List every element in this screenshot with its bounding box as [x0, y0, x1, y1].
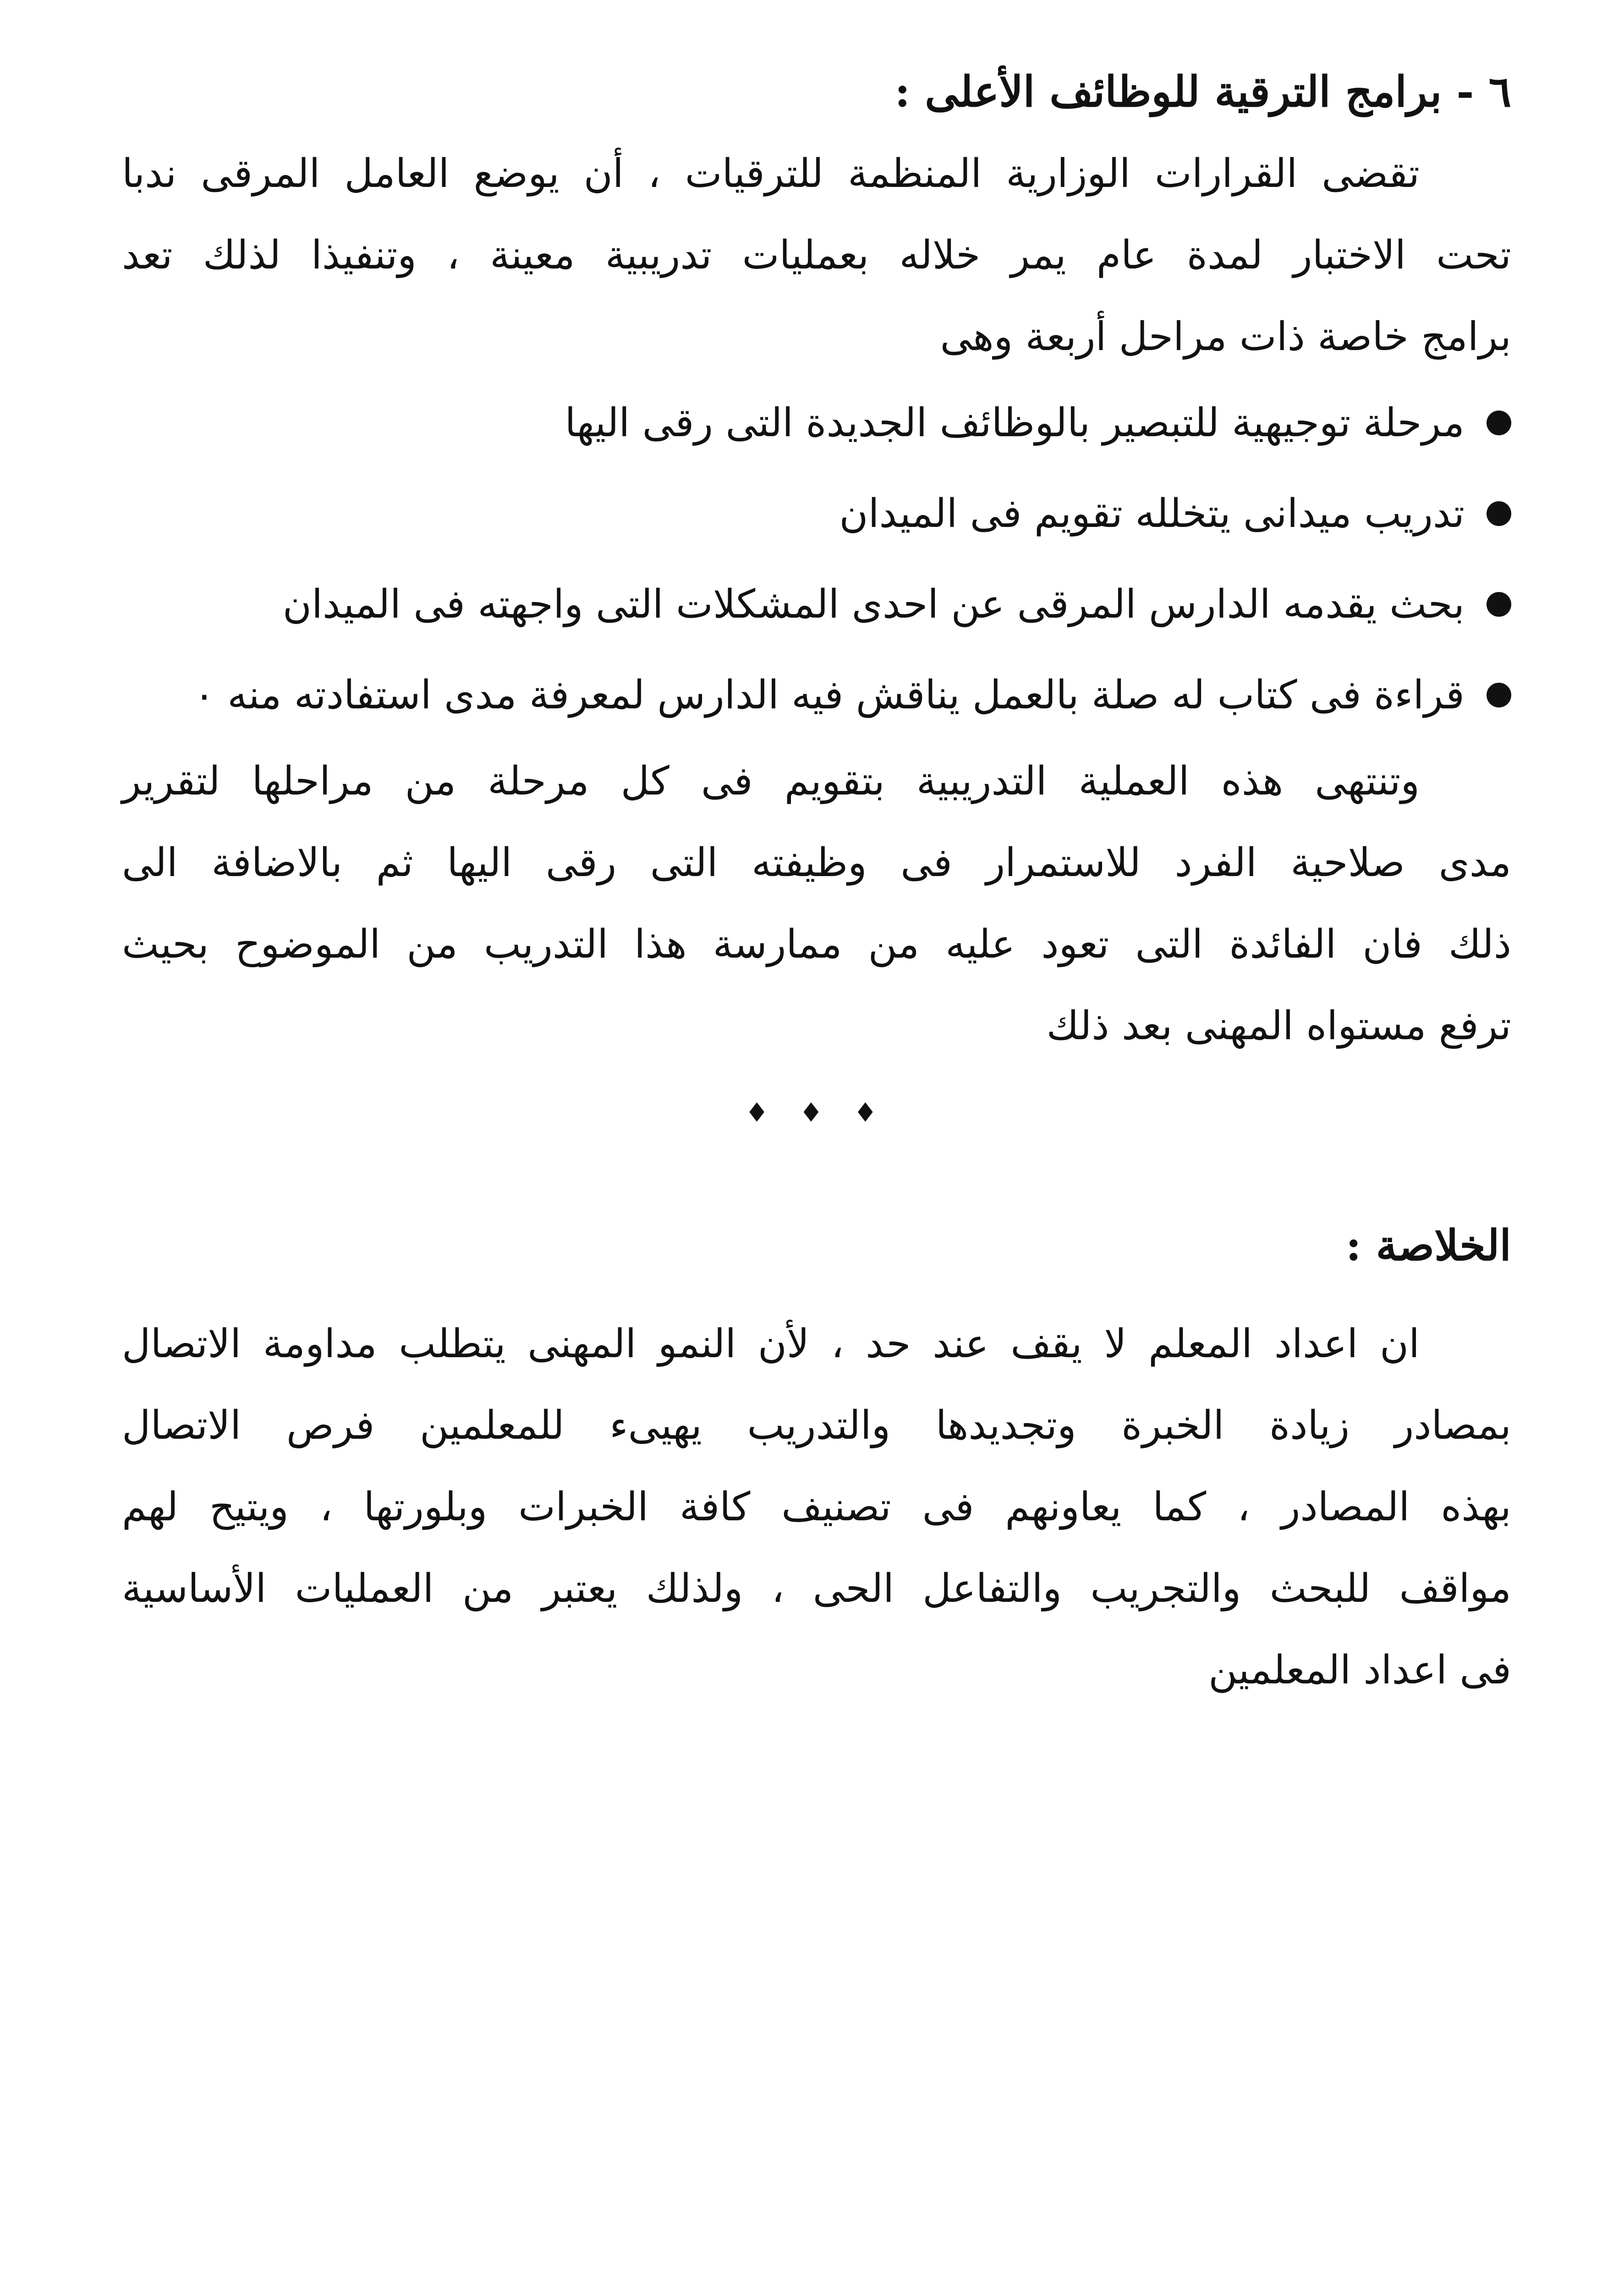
paragraph-line: وتنتهى هذه العملية التدريبية بتقويم فى كل مرحلة من مراحلها لتقرير — [122, 758, 1420, 804]
paragraph-line: تقضى القرارات الوزارية المنظمة للترقيات ، أن يوضع العامل المرقى ندبا — [122, 151, 1420, 197]
paragraph-line: مدى صلاحية الفرد للاستمرار فى وظيفته التى رقى اليها ثم بالاضافة الى — [122, 840, 1511, 886]
section-heading: ٦ - برامج الترقية للوظائف الأعلى : — [894, 67, 1511, 116]
intro-paragraph — [122, 133, 1511, 378]
bullet-dot-icon — [1487, 411, 1511, 435]
summary-heading: الخلاصة : — [1345, 1221, 1511, 1270]
bullet-item — [122, 378, 1511, 468]
paragraph-line: تحت الاختبار لمدة عام يمر خلاله بعمليات تدريبية معينة ، وتنفيذا لذلك تعد — [122, 232, 1511, 278]
bullet-dot-icon — [1487, 501, 1511, 526]
bullet-dot-icon — [1487, 592, 1511, 617]
paragraph-line: بهذه المصادر ، كما يعاونهم فى تصنيف كافة الخبرات وبلورتها ، ويتيح لهم — [122, 1484, 1511, 1530]
stages-bullet-list — [122, 378, 1511, 740]
paragraph-line: ذلك فان الفائدة التى تعود عليه من ممارسة هذا التدريب من الموضوح بحيث — [122, 921, 1511, 967]
paragraph-line: برامج خاصة ذات مراحل أربعة وهى — [940, 314, 1511, 360]
bullet-item — [122, 468, 1511, 559]
bullet-text: بحث يقدمه الدارس المرقى عن احدى المشكلات التى واجهته فى الميدان — [282, 581, 1465, 627]
bullet-item — [122, 559, 1511, 650]
evaluation-paragraph — [122, 740, 1511, 1067]
paragraph-line: بمصادر زيادة الخبرة وتجديدها والتدريب يهيىء للمعلمين فرص الاتصال — [122, 1403, 1511, 1448]
section-separator: ♦ ♦ ♦ — [745, 1097, 889, 1128]
paragraph-line: ترفع مستواه المهنى بعد ذلك — [1046, 1003, 1511, 1049]
bullet-item — [122, 650, 1511, 740]
summary-paragraph — [122, 1303, 1511, 1711]
bullet-text: مرحلة توجيهية للتبصير بالوظائف الجديدة التى رقى اليها — [565, 400, 1465, 446]
bullet-text: قراءة فى كتاب له صلة بالعمل يناقش فيه الدارس لمعرفة مدى استفادته منه ٠ — [193, 672, 1465, 718]
page-content — [122, 50, 1511, 1711]
paragraph-line: مواقف للبحث والتجريب والتفاعل الحى ، ولذلك يعتبر من العمليات الأساسية — [122, 1566, 1511, 1611]
paragraph-line: ان اعداد المعلم لا يقف عند حد ، لأن النمو المهنى يتطلب مداومة الاتصال — [122, 1321, 1420, 1367]
paragraph-line: فى اعداد المعلمين — [1208, 1647, 1511, 1693]
bullet-text: تدريب ميدانى يتخلله تقويم فى الميدان — [839, 491, 1465, 537]
bullet-dot-icon — [1487, 683, 1511, 707]
